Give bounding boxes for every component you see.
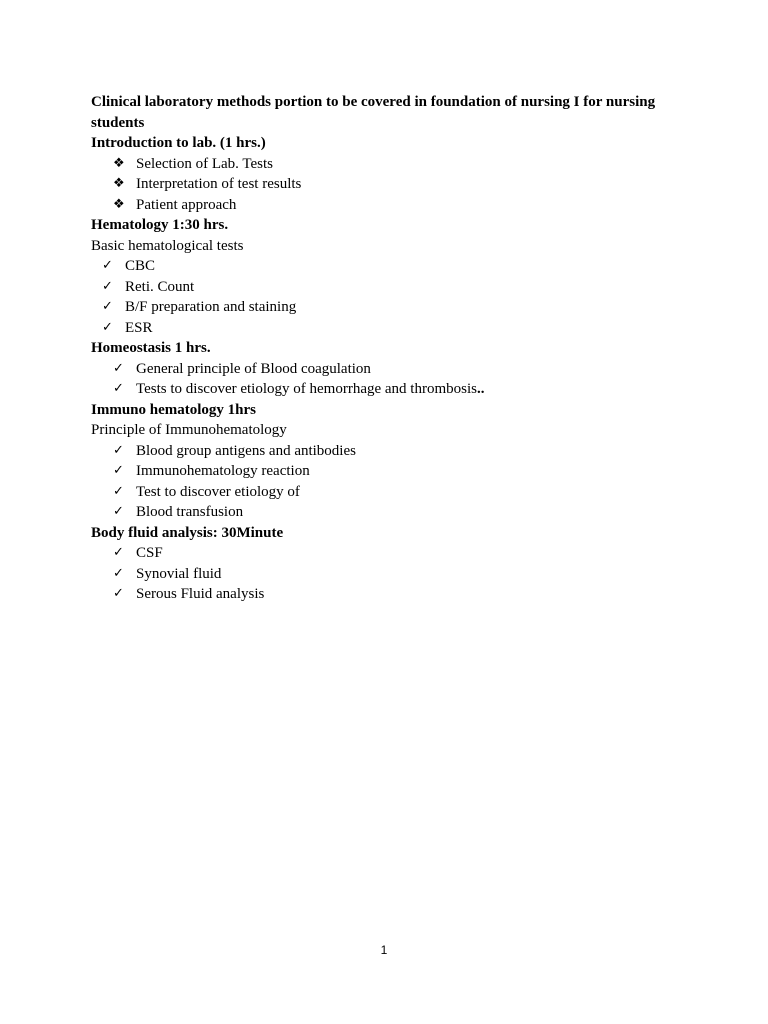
list-item-text: Patient approach (136, 196, 237, 213)
checkmark-icon: ✓ (102, 319, 113, 335)
checkmark-icon: ✓ (102, 278, 113, 294)
list-item-text: Synovial fluid (136, 565, 222, 582)
trailing-dots: .. (476, 381, 485, 397)
list-item (91, 502, 671, 523)
checkmark-icon: ✓ (113, 586, 124, 601)
immuno-hematology-list (91, 441, 671, 523)
list-item-text: Selection of Lab. Tests (136, 155, 273, 172)
list-item (91, 543, 671, 564)
introduction-list (91, 154, 671, 216)
section-heading-body-fluid: Body fluid analysis: 30Minute (91, 524, 284, 541)
checkmark-icon: ✓ (113, 504, 124, 519)
list-item (91, 359, 671, 380)
section-heading-hematology: Hematology 1:30 hrs. (91, 217, 229, 233)
document-title: Clinical laboratory methods portion to be covered in foundation of nursing I for nursing students (91, 94, 656, 131)
list-item-text: CBC (125, 258, 156, 274)
list-item-text: CSF (136, 545, 163, 561)
list-item-text: ESR (125, 319, 153, 336)
checkmark-icon: ✓ (113, 565, 124, 581)
list-item-text: Immunohematology reaction (136, 463, 310, 479)
list-item-text: Test to discover etiology of (136, 483, 300, 500)
list-item-text: General principle of Blood coagulation (136, 360, 371, 377)
list-item-text: Reti. Count (125, 278, 195, 295)
homeostasis-list (91, 359, 671, 400)
checkmark-icon: ✓ (102, 299, 113, 314)
section-subheading-hematology: Basic hematological tests (91, 237, 244, 254)
list-item-text: Serous Fluid analysis (136, 586, 265, 602)
list-item (91, 277, 671, 298)
list-item-text: Blood transfusion (136, 504, 244, 520)
diamond-bullet-icon: ❖ (113, 155, 125, 171)
list-item (91, 564, 671, 585)
list-item-text: B/F preparation and staining (125, 299, 297, 315)
checkmark-icon: ✓ (113, 545, 124, 560)
list-item (91, 461, 671, 482)
list-item (91, 441, 671, 462)
list-item-text: Tests to discover etiology of hemorrhage and thrombosis (136, 381, 477, 397)
checkmark-icon: ✓ (113, 381, 124, 396)
hematology-list (91, 256, 671, 338)
checkmark-icon: ✓ (113, 483, 124, 499)
list-item (91, 297, 671, 318)
section-heading-homeostasis: Homeostasis 1 hrs. (91, 340, 211, 356)
list-item (91, 174, 671, 195)
document-body (91, 92, 671, 605)
section-subheading-immuno-hematology: Principle of Immunohematology (91, 422, 287, 438)
list-item (91, 379, 671, 400)
list-item (91, 154, 671, 175)
section-heading-immuno-hematology: Immuno hematology 1hrs (91, 401, 257, 418)
checkmark-icon: ✓ (113, 442, 124, 458)
list-item (91, 195, 671, 216)
checkmark-icon: ✓ (113, 463, 124, 478)
checkmark-icon: ✓ (102, 258, 113, 273)
list-item (91, 256, 671, 277)
diamond-bullet-icon: ❖ (113, 176, 125, 191)
list-item (91, 584, 671, 605)
section-heading-introduction: Introduction to lab. (1 hrs.) (91, 135, 266, 151)
checkmark-icon: ✓ (113, 360, 124, 376)
list-item-text: Blood group antigens and antibodies (136, 442, 356, 459)
list-item (91, 482, 671, 503)
page-number: 1 (380, 943, 388, 957)
diamond-bullet-icon: ❖ (113, 196, 125, 212)
body-fluid-list (91, 543, 671, 605)
list-item-text: Interpretation of test results (136, 176, 302, 192)
list-item (91, 318, 671, 339)
